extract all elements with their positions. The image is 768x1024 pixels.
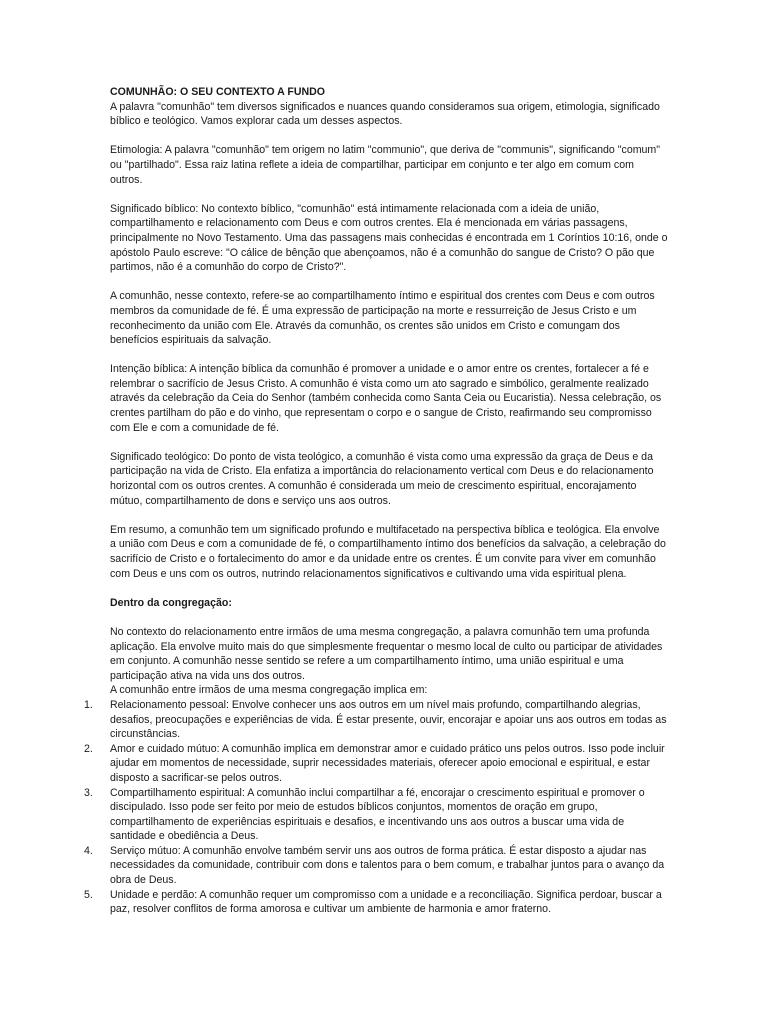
biblical-intention-paragraph: Intenção bíblica: A intenção bíblica da comunhão é promover a unidade e o amor entre os crentes, fortalecer a fé e relembrar o sacrifício de Jesus Cristo. A comunhão é vista como um ato sagrado e simbólico, geralmente realizado através da celebração da Ceia do Senhor (também conhecida como Santa Ceia ou Eucaristia). Nessa celebração, os crentes partilham do pão e do vinho, que representam o corpo e o sangue de Cristo, reafirmando seu compromisso com Ele e com a comunidade de fé. (110, 363, 662, 434)
section-intro-paragraph: No contexto do relacionamento entre irmãos de uma mesma congregação, a palavra comunhão tem uma profunda aplicação. Ela envolve muito mais do que simplesmente frequentar o mesmo local de culto ou participar de atividades em conjunto. A comunhão nesse sentido se refere a um compartilhamento íntimo, uma união espiritual e uma participação ativa na vida uns dos outros. (110, 625, 663, 682)
list-item-number: 2. (84, 742, 93, 755)
section-heading: Dentro da congregação: (110, 596, 232, 609)
section-lead-line: A comunhão entre irmãos de uma mesma congregação implica em: (110, 684, 428, 697)
summary-paragraph: Em resumo, a comunhão tem um significado profundo e multifacetado na perspectiva bíblica e teológica. Ela envolve a união com Deus e com a comunidade de fé, o compartilhamento íntimo dos benefícios da salvação, a celebração do sacrifício de Cristo e o fortalecimento do amor e da unidade entre os crentes. É um convite para viver em comunhão com Deus e uns com os outros, nutrindo relacionamentos significativos e cultivando uma vida espiritual plena. (110, 523, 666, 580)
list-item (84, 742, 668, 786)
biblical-meaning-paragraph: Significado bíblico: No contexto bíblico, "comunhão" está intimamente relacionada com a ideia de união, compartilhamento e relacionamento com Deus e com outros crentes. Ela é mencionada em várias passagens, principalmente no Novo Testamento. Uma das passagens mais conhecidas é encontrada em 1 Coríntios 10:16, onde o apóstolo Paulo escreve: "O cálice de bênção que abençoamos, não é a comunhão do sangue de Cristo? O pão que partimos, não é a comunhão do corpo de Cristo?". (110, 202, 668, 274)
list-item (84, 786, 668, 844)
context-paragraph: A comunhão, nesse contexto, refere-se ao compartilhamento íntimo e espiritual dos crentes com Deus e com outros membros da comunidade de fé. É uma expressão de participação na morte e ressurreição de Jesus Cristo e um reconhecimento da união com Ele. Através da comunhão, os crentes são unidos em Cristo e comungam dos benefícios espirituais da salvação. (110, 290, 655, 347)
list-item-text: Compartilhamento espiritual: A comunhão inclui compartilhar a fé, encorajar o crescimento espiritual e promover o discipulado. Isso pode ser feito por meio de estudos bíblicos conjuntos, momentos de oração em grupo, compartilhamento de experiências espirituais e desafios, e incentivando uns aos outros a buscar uma vida de santidade e obediência a Deus. (110, 786, 645, 843)
list-item (84, 698, 668, 742)
numbered-list (84, 698, 668, 917)
list-item (84, 888, 668, 917)
list-item-text: Amor e cuidado mútuo: A comunhão implica em demonstrar amor e cuidado prático uns pelos outros. Isso pode incluir ajudar em momentos de necessidade, suprir necessidades materiais, oferecer apoio emocional e espiritual, e estar disposto a sacrificar-se pelos outros. (110, 742, 665, 784)
document-title: COMUNHÃO: O SEU CONTEXTO A FUNDO (110, 86, 326, 98)
intro-paragraph: A palavra "comunhão" tem diversos significados e nuances quando consideramos sua origem, etimologia, significado bíblico e teológico. Vamos explorar cada um desses aspectos. (110, 100, 660, 128)
list-item-number: 1. (84, 698, 93, 711)
list-item-number: 3. (84, 786, 93, 799)
list-item-text: Relacionamento pessoal: Envolve conhecer uns aos outros em um nível mais profundo, compartilhando alegrias, desafios, preocupações e experiências de vida. É estar presente, ouvir, encorajar e apoiar uns aos outros em todas as circunstâncias. (110, 698, 667, 741)
list-item-text: Serviço mútuo: A comunhão envolve também servir uns aos outros de forma prática. É estar disposto a ajudar nas necessidades da comunidade, contribuir com dons e talentos para o bem comum, e trabalhar juntos para o avanço da obra de Deus. (110, 844, 665, 887)
list-item-text: Unidade e perdão: A comunhão requer um compromisso com a unidade e a reconciliação. Significa perdoar, buscar a paz, resolver conflitos de forma amorosa e cultivar um ambiente de harmonia e amor fraterno. (110, 888, 662, 916)
theological-meaning-paragraph: Significado teológico: Do ponto de vista teológico, a comunhão é vista como uma expressão da graça de Deus e da participação na vida de Cristo. Ela enfatiza a importância do relacionamento vertical com Deus e do relacionamento horizontal com os outros crentes. A comunhão é considerada um meio de crescimento espiritual, encorajamento mútuo, compartilhamento de dons e serviço uns aos outros. (110, 450, 654, 507)
list-item-number: 5. (84, 888, 93, 901)
list-item (84, 844, 668, 888)
list-item-number: 4. (84, 844, 93, 857)
etymology-paragraph: Etimologia: A palavra "comunhão" tem origem no latim "communio", que deriva de "communis", significando "comum" ou "partilhado". Essa raiz latina reflete a ideia de compartilhar, participar em conjunto e ter algo em comum com outros. (110, 144, 661, 186)
